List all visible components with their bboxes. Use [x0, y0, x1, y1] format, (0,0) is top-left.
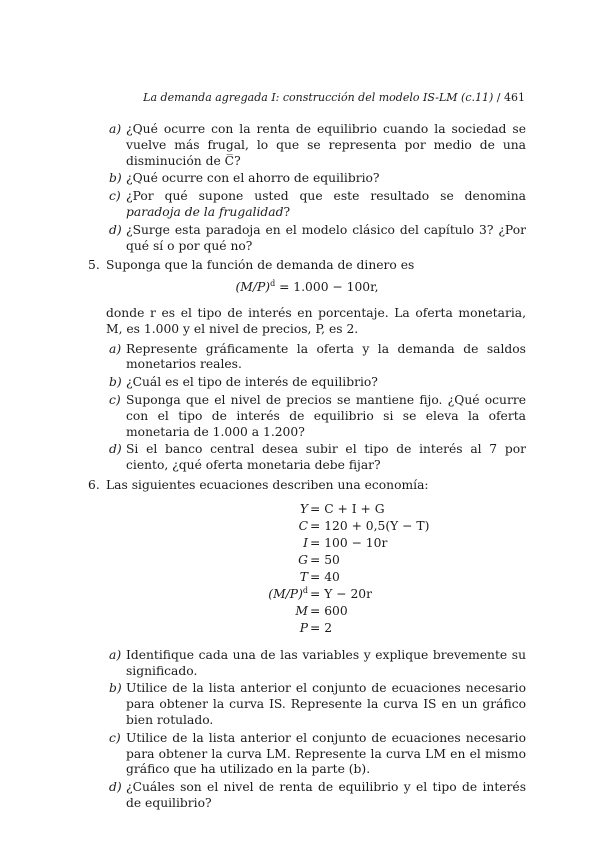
equation-row: G = 50 [298, 552, 340, 567]
q4-item-a: a) ¿Qué ocurre con la renta de equilibrio cuando la sociedad se vuelve más frugal, lo que se representa por medio de una disminución de C̅? [109, 122, 526, 168]
running-header [143, 90, 525, 106]
money-demand-equation: $(M/P)^d = 1.000 - 100r$, [235, 279, 379, 295]
q4-item-d: d) ¿Surge esta paradoja en el modelo clásico del capítulo 3? ¿Por qué sí o por qué no? [109, 222, 526, 253]
q5-item-d: d) Si el banco central desea subir el tipo de interés al 7 por ciento, ¿qué oferta monetaria debe fijar? [109, 442, 526, 473]
q6-item-b: b) Utilice de la lista anterior el conjunto de ecuaciones necesario para obtener la curva IS. Represente la curva IS en un gráfico bien rotulado. [109, 681, 526, 727]
q5-item-b: b) ¿Cuál es el tipo de interés de equilibrio? [109, 375, 378, 390]
page-content [88, 122, 526, 814]
running-title: La demanda agregada I: construcción del modelo IS-LM (c.11) [143, 91, 494, 104]
q5-item-a: a) Represente gráficamente la oferta y la demanda de saldos monetarios reales. [109, 341, 526, 372]
page-number: / 461 [496, 91, 525, 104]
question-5: 5. Suponga que la función de demanda de dinero es [88, 258, 415, 273]
q4-item-c: c) ¿Por qué supone usted que este resultado se denomina paradoja de la frugalidad? [109, 189, 526, 219]
equation-row: C = 120 + 0,5(Y − T) [298, 518, 430, 533]
equation-row: P = 2 [299, 620, 333, 635]
question-6: 6. Las siguientes ecuaciones describen una economía: [88, 477, 429, 492]
q6-item-c: c) Utilice de la lista anterior el conjunto de ecuaciones necesario para obtener la curva LM. Represente la curva LM en el mismo gráfico que ha utilizado en la parte (b). [109, 730, 526, 777]
q6-item-d: d) ¿Cuáles son el nivel de renta de equilibrio y el tipo de interés de equilibrio? [109, 780, 526, 810]
q5-paragraph: donde r es el tipo de interés en porcentaje. La oferta monetaria, M, es 1.000 y el nivel de precios, P, es 2. [106, 305, 526, 336]
equation-row: Y = C + I + G [299, 501, 385, 516]
q5-item-c: c) Suponga que el nivel de precios se mantiene fijo. ¿Qué ocurre con el tipo de interés de equilibrio si se eleva la oferta monetaria de 1.000 a 1.200? [109, 392, 526, 439]
equation-row: I = 100 − 10r [303, 535, 388, 550]
q4-item-b: b) ¿Qué ocurre con el ahorro de equilibrio? [109, 171, 380, 186]
equation-system [88, 502, 526, 638]
equation-row: $(M/P)^d$ = Y − 20r [268, 585, 372, 601]
q6-item-a: a) Identifique cada una de las variables y explique brevemente su significado. [109, 647, 526, 678]
equation-row: T = 40 [299, 569, 340, 584]
equation-row: M = 600 [295, 603, 348, 618]
